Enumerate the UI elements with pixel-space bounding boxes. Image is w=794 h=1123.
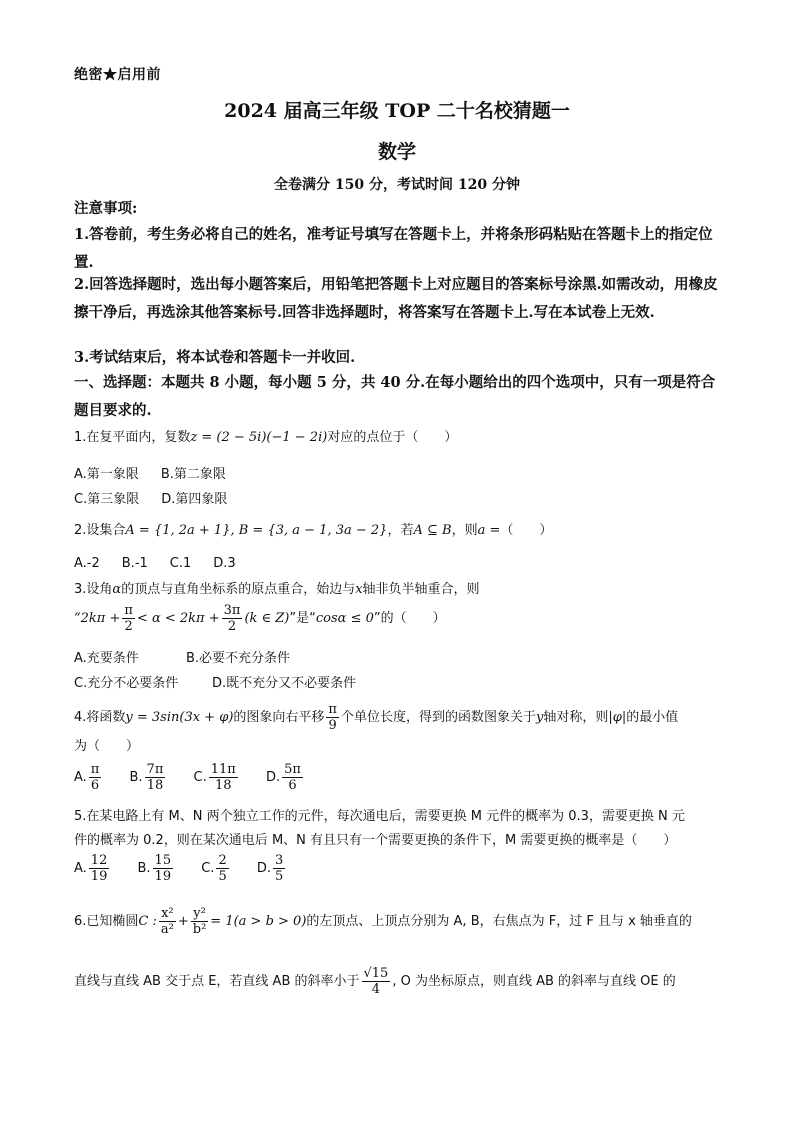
q2-option-a: A.-2 [74, 556, 100, 571]
q1-option-a: A.第一象限 [74, 467, 139, 482]
q4-option-a: A. $\frac{\pi}{6}$ [74, 762, 100, 793]
q3-options-row-2 [74, 672, 378, 691]
q5-option-b: B. $\frac{15}{19}$ [137, 853, 172, 884]
notes-heading: 注意事项: [74, 200, 138, 217]
q6-slope-fraction: $\frac{√15}{4}$ [363, 966, 389, 997]
exam-title: 2024 届高三年级 TOP 二十名校猜题一 [224, 100, 570, 122]
question-5-line-1: 5.在某电路上有 M、N 两个独立工作的元件，每次通电后，需要更换 M 元件的概率为 0.3，需要更换 N 元 [74, 809, 685, 824]
q4-option-d: D. $\frac{5\pi}{6}$ [265, 762, 301, 793]
question-5-line-2: 件的概率为 0.2，则在某次通电后 M、N 有且只有一个需要更换的条件下，M 需要更换的概率是（ ） [74, 833, 677, 848]
question-6-line-2: 直线与直线 AB 交于点 E，若直线 AB 的斜率小于 $\frac{√15}{4}$ , O 为坐标原点，则直线 AB 的斜率与直线 OE 的 [74, 966, 676, 997]
q1-options-row-2 [74, 488, 249, 507]
q2-sets: A = {1, 2a + 1}, B = {3, a − 1, 3a − 2} [125, 523, 388, 538]
section-1-heading: 一、选择题：本题共 8 小题，每小题 5 分，共 40 分.在每小题给出的四个选项中，只有一项是符合题目要求的. [74, 374, 716, 419]
q1-expression: z = (2 − 5i)(−1 − 2i) [190, 430, 328, 445]
question-3-line-1: 3.设角α的顶点与直角坐标系的原点重合，始边与x轴非负半轴重合，则 [74, 582, 480, 597]
q6-x-fraction: $\frac{\text{x²}}{\text{a²}}$ [160, 906, 174, 937]
q2-option-b: B.-1 [121, 556, 148, 571]
q5-option-d: D. $\frac{3}{5}$ [256, 853, 284, 884]
q5-option-c: C. $\frac{2}{5}$ [201, 853, 227, 884]
q1-option-d: D.第四象限 [161, 492, 228, 507]
q3-option-c: C.充分不必要条件 [74, 676, 179, 691]
q5-options [74, 853, 309, 884]
q3-option-a: A.充要条件 [74, 651, 139, 666]
q2-option-d: D.3 [213, 556, 236, 571]
q1-option-b: B.第二象限 [160, 467, 226, 482]
note-2: 2.回答选择题时，选出每小题答案后，用铅笔把答题卡上对应题目的答案标号涂黑.如需改动，用橡皮擦干净后，再选涂其他答案标号.回答非选择题时，将答案写在答题卡上.写在本试卷上无效. [74, 276, 718, 321]
q3-fraction-2: $\frac{3\pi}{2}$ [223, 603, 241, 634]
question-6-line-1: 6.已知椭圆C : $\frac{\text{x²}}{\text{a²}}$ + $\frac{\text{y²}}{\text{b²}}$ = 1(a > b > 0)的左顶点、上顶点分别为 A, B，右焦点为 F，过 F 且与 x 轴垂直的 [74, 906, 692, 937]
q2-option-c: C.1 [169, 556, 192, 571]
q3-fraction-1: $\frac{\pi}{2}$ [124, 603, 133, 634]
exam-info: 全卷满分 150 分，考试时间 120 分钟 [274, 177, 520, 193]
q5-option-a: A. $\frac{12}{19}$ [74, 853, 108, 884]
q3-options-row-1 [74, 647, 312, 666]
note-1: 1.答卷前，考生务必将自己的姓名，准考证号填写在答题卡上，并将条形码粘贴在答题卡上的指定位置. [74, 226, 713, 271]
q3-option-d: D.既不充分又不必要条件 [212, 676, 357, 691]
confidential-label: 绝密★启用前 [74, 67, 161, 83]
question-4-line-2: 为（ ） [74, 739, 140, 754]
question-4-line-1: 4.将函数y = 3sin(3x + φ)的图象向右平移 $\frac{\pi}{9}$ 个单位长度，得到的函数图象关于y轴对称，则|φ|的最小值 [74, 702, 679, 733]
q3-option-b: B.必要不充分条件 [186, 651, 291, 666]
q2-options [74, 556, 258, 571]
question-1: 1.在复平面内，复数z = (2 − 5i)(−1 − 2i)对应的点位于（ ） [74, 430, 458, 445]
q4-option-b: B. $\frac{7\pi}{18}$ [129, 762, 164, 793]
subject-title: 数学 [377, 141, 416, 163]
q6-y-fraction: $\frac{\text{y²}}{\text{b²}}$ [192, 906, 207, 937]
q4-shift-fraction: $\frac{\pi}{9}$ [328, 702, 337, 733]
note-3: 3.考试结束后，将本试卷和答题卡一并收回. [74, 349, 356, 366]
q1-options-row-1 [74, 463, 248, 482]
question-2: 2.设集合A = {1, 2a + 1}, B = {3, a − 1, 3a − 2}，若A ⊆ B，则a =（ ） [74, 523, 553, 538]
q4-options [74, 762, 327, 793]
q1-option-c: C.第三象限 [74, 492, 140, 507]
q4-option-c: C. $\frac{11\pi}{18}$ [193, 762, 236, 793]
question-3-line-2: “2kπ + $\frac{\pi}{2}$ < α < 2kπ + $\frac{3\pi}{2}$ (k ∈ Z)”是“cosα ≤ 0”的（ ） [74, 603, 446, 634]
